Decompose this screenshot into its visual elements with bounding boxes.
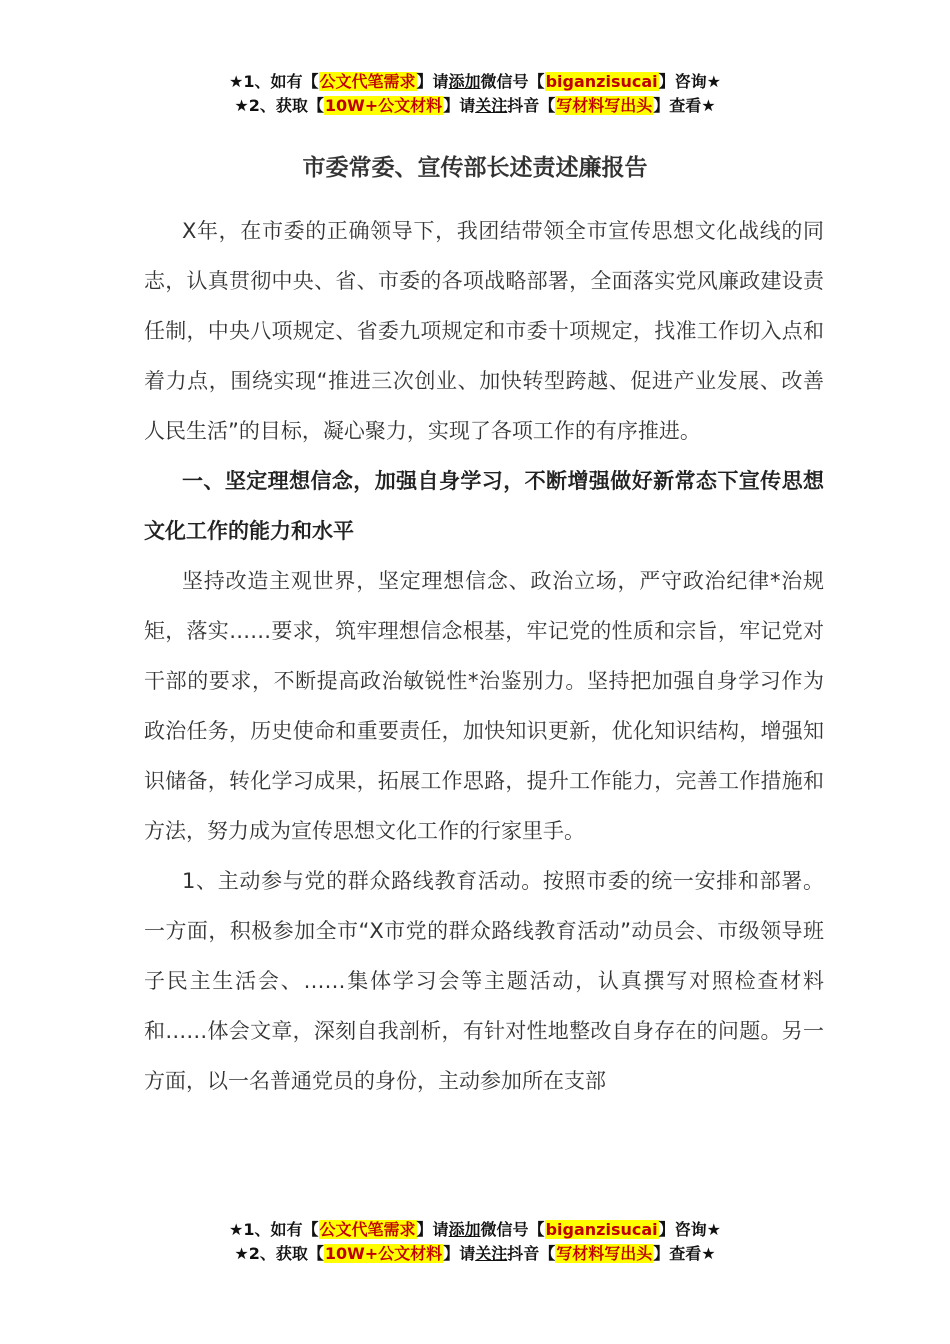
banner-text: ★1、如有【 xyxy=(229,72,319,91)
banner-text: 】请 xyxy=(443,96,476,115)
banner-line-2 xyxy=(0,94,950,118)
banner-text: 微信号【 xyxy=(480,1220,545,1239)
banner-highlight: 公文代笔需求 xyxy=(319,1220,416,1239)
document-title: 市委常委、宣传部长述责述廉报告 xyxy=(302,155,648,181)
footer-banner xyxy=(0,1218,950,1266)
banner-underlined: 添加 xyxy=(448,72,481,91)
banner-line-2 xyxy=(0,1242,950,1266)
section-heading-1: 一、坚定理想信念，加强自身学习，不断增强做好新常态下宣传思想文化工作的能力和水平 xyxy=(144,469,824,543)
paragraph-section-1: 坚持改造主观世界，坚定理想信念、政治立场，严守政治纪律*治规矩，落实……要求，筑牢理想信念根基，牢记党的性质和宗旨，牢记党对干部的要求，不断提高政治敏锐性*治鉴别力。坚持把加强自身学习作为政治任务，历史使命和重要责任，加快知识更新，优化知识结构，增强知识储备，转化学习成果，拓展工作思路，提升工作能力，完善工作措施和方法，努力成为宣传思想文化工作的行家里手。 xyxy=(144,569,824,843)
banner-text: 】请 xyxy=(416,72,449,91)
banner-underlined: 添加 xyxy=(448,1220,481,1239)
banner-text: ★2、获取【 xyxy=(234,96,324,115)
banner-text: 】咨询★ xyxy=(658,1220,721,1239)
banner-text: 抖音【 xyxy=(507,96,556,115)
banner-highlight: 公文代笔需求 xyxy=(319,72,416,91)
banner-text: 】请 xyxy=(443,1244,476,1263)
banner-underlined: 关注 xyxy=(475,96,508,115)
banner-text: 】请 xyxy=(416,1220,449,1239)
banner-line-1 xyxy=(0,70,950,94)
document-body xyxy=(144,206,824,1106)
paragraph-intro: X年，在市委的正确领导下，我团结带领全市宣传思想文化战线的同志，认真贯彻中央、省、市委的各项战略部署，全面落实党风廉政建设责任制，中央八项规定、省委九项规定和市委十项规定，找准工作切入点和着力点，围绕实现“推进三次创业、加快转型跨越、促进产业发展、改善人民生活”的目标，凝心聚力，实现了各项工作的有序推进。 xyxy=(144,219,824,443)
banner-text: ★2、获取【 xyxy=(234,1244,324,1263)
banner-highlight-douyin: 写材料写出头 xyxy=(556,96,653,115)
banner-line-1 xyxy=(0,1218,950,1242)
banner-underlined: 关注 xyxy=(475,1244,508,1263)
banner-highlight-douyin: 写材料写出头 xyxy=(556,1244,653,1263)
banner-text: 微信号【 xyxy=(480,72,545,91)
banner-text: ★1、如有【 xyxy=(229,1220,319,1239)
header-banner xyxy=(0,70,950,118)
banner-text: 】查看★ xyxy=(653,1244,716,1263)
banner-highlight-wechat: biganzisucai xyxy=(545,72,658,91)
banner-highlight-wechat: biganzisucai xyxy=(545,1220,658,1239)
banner-highlight: 10W+公文材料 xyxy=(324,96,443,115)
banner-text: 】查看★ xyxy=(653,96,716,115)
banner-highlight: 10W+公文材料 xyxy=(324,1244,443,1263)
paragraph-item-1: 1、主动参与党的群众路线教育活动。按照市委的统一安排和部署。一方面，积极参加全市“X市党的群众路线教育活动”动员会、市级领导班子民主生活会、……集体学习会等主题活动，认真撰写对照检查材料和……体会文章，深刻自我剖析，有针对性地整改自身存在的问题。另一方面，以一名普通党员的身份，主动参加所在支部 xyxy=(144,869,824,1093)
banner-text: 抖音【 xyxy=(507,1244,556,1263)
banner-text: 】咨询★ xyxy=(658,72,721,91)
